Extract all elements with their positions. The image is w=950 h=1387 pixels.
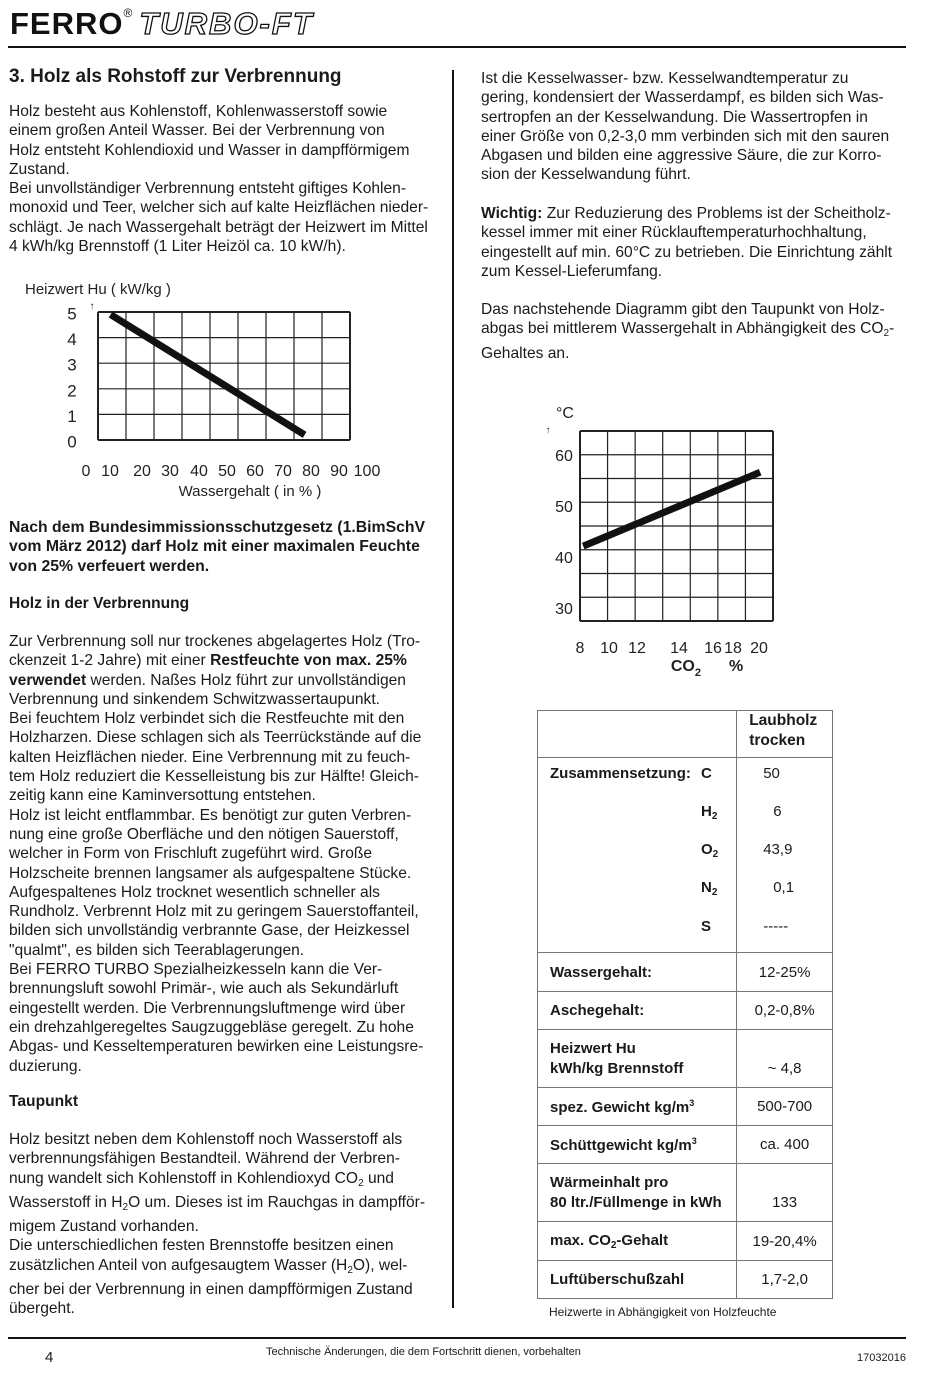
chart2-y-label: °C [556,405,574,422]
text-line: migem Zustand vorhanden. [9,1218,199,1236]
text-line [9,1256,425,1280]
text-line: Holzharzen. Diese schlagen sich als Teerrückstände auf die [9,729,422,747]
text-line: duzierung. [9,1057,82,1075]
registered-mark: ® [123,6,134,20]
table-row [538,1030,833,1088]
chart1-x-tick-label: 10 [101,463,119,480]
chart1-y-tick-label: 5 [67,304,77,324]
x-label-subscript: 2 [694,667,701,679]
subscript: 2 [358,1177,364,1189]
composition-value: ----- [763,918,789,935]
product-name: TURBO-FT [139,6,314,41]
chart2-x-tick-label: 8 [575,640,585,657]
text-line: zum Kessel-Lieferumfang. [481,262,663,280]
text-line: eingestellt auf min. 60°C zu betrieben. Die Einrichtung zählt [481,243,893,261]
text-run: werden. Naßes Holz führt zur unvollständigen [86,671,406,689]
burn-paragraph [9,632,423,1076]
composition-value: 6 [773,803,782,820]
chart1-x-tick-label: 70 [274,463,292,480]
y-axis-arrow-icon: ↑ [545,425,551,436]
chart2-x-tick-label: 20 [750,640,768,657]
composition-value: 50 [763,765,780,782]
chart1-y-tick-label: 0 [67,432,77,452]
element-symbol [701,841,718,860]
text-line: Verbrennung und sinkendem Schwitzwassertaupunkt. [9,690,381,708]
text-line: kalten Heizflächen nieder. Eine Verbrennung mit zu feuch- [9,748,411,766]
chart2-x-tick-label: 10 [600,640,618,657]
chart1-y-tick-label: 4 [67,330,77,350]
text-line: sertropfen an der Kesselwandung. Die Wassertropfen in [481,108,868,126]
x-label-base: CO [670,658,695,675]
composition-values [737,758,832,952]
text-line: übergeht. [9,1300,75,1318]
text-line: bilden sich unvollständig verbrannte Gase, der Heizkessel [9,922,410,940]
row-label [538,1222,737,1261]
row-label [538,1164,737,1222]
intro-paragraph [9,102,428,256]
text-line: cher bei der Verbrennung in einen dampfförmigen Zustand [9,1281,413,1299]
subscript: 2 [711,887,718,898]
subscript: 2 [712,849,719,860]
row-label: Luftüberschußzahl [538,1261,737,1299]
text-emphasis: Restfeuchte von max. 25% [210,652,407,670]
chart2-x-label [671,658,701,679]
subheading-verbrennung: Holz in der Verbrennung [9,595,190,612]
table-cell-empty [538,711,737,758]
composition-values-cell [737,758,833,953]
table-caption: Heizwerte in Abhängigkeit von Holzfeuchte [549,1305,777,1319]
table-row [538,1261,833,1299]
law-notice [9,518,425,576]
row-value: 12-25% [737,953,833,992]
label-text: Schüttgewicht kg/m [550,1136,692,1154]
text-line: welcher in Form von Frischluft zugeführt wird. Große [9,845,373,863]
heating-value-chart [0,272,450,504]
text-line: Gehaltes an. [481,344,570,362]
chart2-x-tick-label: 16 [704,640,722,657]
condensation-paragraph [481,69,889,185]
text-run: nung wandelt sich Kohlenstoff in Kohlendioxyd CO [9,1169,359,1187]
text-line: Holz besitzt neben dem Kohlenstoff noch Wasserstoff als [9,1131,403,1148]
text-line: Abgasen und bilden eine aggressive Säure, die zur Korro- [481,147,882,165]
text-line: von 25% verfeuert werden. [9,557,210,575]
chart2-y-tick-label: 40 [555,550,573,568]
subheading-taupunkt: Taupunkt [9,1093,79,1110]
text-line: Die unterschiedlichen festen Brennstoffe besitzen einen [9,1237,394,1255]
text-line: Holzscheite brennen langsamer als aufgespaltene Stücke. [9,864,412,882]
text-line: eingestellt werden. Die Verbrennungsluftmenge wird über [9,999,406,1017]
text-emphasis: verwendet [9,671,87,689]
chart1-x-ticks [82,463,381,480]
text-line: monoxid und Teer, welcher sich auf kalte Heizflächen nieder- [9,199,429,217]
text-line: 4 kWh/kg Brennstoff (1 Liter Heizöl ca. 10 kW/h). [9,238,346,256]
chart1-x-tick-label: 30 [161,463,179,480]
table-header-row [538,711,833,758]
subscript: 2 [122,1201,129,1213]
diagram-intro [481,300,894,363]
text-line: Bei FERRO TURBO Spezialheizkesseln kann die Ver- [9,961,383,979]
chart2-grid [580,431,773,621]
text-line: einem großen Anteil Wasser. Bei der Verbrennung von [9,122,385,140]
chart2-y-tick-label: 30 [555,601,573,619]
header-line: trocken [749,732,806,749]
composition-value: 43,9 [763,841,793,858]
page-number: 4 [45,1349,54,1366]
text-line [9,671,423,690]
superscript: 3 [691,1135,697,1146]
row-value: 500-700 [737,1088,833,1126]
footer-rule [8,1337,906,1339]
chart1-x-tick-label: 40 [190,463,208,480]
text-line: ein drehzahlgeregeltes Saugzuggebläse geregelt. Zu hohe [9,1018,414,1036]
element-symbol [701,879,717,898]
text-line: Bei unvollständiger Verbrennung entsteht giftiges Kohlen- [9,180,407,198]
text-line: Zustand. [9,160,70,178]
text-line: einer Größe von 0,2-3,0 mm verbinden sich mit den sauren [481,127,890,145]
chart1-x-tick-label: 50 [218,463,236,480]
table-row [538,1164,833,1222]
table-row [538,1088,833,1126]
chart2-series-line [583,472,760,546]
taupunkt-paragraph [9,1130,425,1319]
label-text: max. CO [550,1231,611,1249]
header-rule [8,46,906,48]
element-symbol [701,803,717,822]
table-row [538,953,833,992]
text-line: Abgas- und Kesseltemperaturen bewirken eine Leistungsre- [9,1038,424,1056]
chart2-x-ticks [576,640,768,657]
text-line: Nach dem Bundesimmissionsschutzgesetz (1.BimSchV [9,519,426,536]
text-line [9,1193,425,1217]
row-label: Aschegehalt: [538,992,737,1030]
chart1-x-tick-label: 60 [246,463,264,480]
text-run: ckenzeit 1-2 Jahre) mit einer [9,652,211,670]
chart1-y-tick-label: 1 [67,406,77,426]
text-line: Das nachstehende Diagramm gibt den Taupunkt von Holz- [481,301,885,318]
chart1-series-line [111,315,305,435]
chart2-y-ticks [555,448,573,618]
table-row [538,992,833,1030]
text-line: nung eine große Oberfläche und den nötigen Sauerstoff, [9,825,399,843]
table-row-composition [538,758,833,953]
row-label: Wassergehalt: [538,953,737,992]
row-value: ~ 4,8 [737,1030,833,1088]
chart1-x-tick-label: 90 [330,463,348,480]
text-line: Holz besteht aus Kohlenstoff, Kohlenwasserstoff sowie [9,103,388,120]
text-line: Holz ist leicht entflammbar. Es benötigt zur guten Verbren- [9,806,412,824]
superscript: 3 [689,1097,695,1108]
table-row [538,1126,833,1164]
text-line: Bei feuchtem Holz verbindet sich die Restfeuchte mit den [9,710,405,728]
chart2-x-tick-label: 12 [628,640,646,657]
text-line: "qualmt", es bilden sich Teerablagerungen. [9,941,305,959]
brand-logo [10,6,314,42]
footer-note: Technische Änderungen, die dem Fortschritt dienen, vorbehalten [266,1346,581,1358]
chart2-y-tick-label: 60 [555,448,573,466]
chart1-x-tick-label: 20 [133,463,151,480]
chart1-x-tick-label: 100 [353,463,381,480]
text-line [481,204,892,223]
composition-value: 0,1 [773,879,795,896]
row-value: ca. 400 [737,1126,833,1164]
important-label: Wichtig: [481,205,543,222]
label-line: 80 ltr./Füllmenge in kWh [550,1193,722,1211]
text-line: verbrennungsfähigen Bestandteil. Während der Verbren- [9,1150,400,1168]
brand-name: FERRO [10,6,124,41]
element-symbol: C [701,765,712,782]
composition-label-cell [538,758,737,953]
text-run: Zur Reduzierung des Problems ist der Scheitholz- [542,205,891,222]
composition-labels [550,758,736,952]
text-line: kessel immer mit einer Rücklauftemperaturhochhaltung, [481,224,867,242]
text-line [481,319,894,343]
important-note [481,204,892,281]
text-line: tem Holz reduziert die Kesselleistung bis zur Hälfte! Gleich- [9,768,419,786]
header-line: Laubholz [749,712,818,729]
document-code: 17032016 [857,1352,906,1364]
row-label [538,1030,737,1088]
chart1-y-tick-label: 2 [67,381,77,401]
text-line: brennungsluft sowohl Primär-, wie auch als Sekundärluft [9,980,399,998]
chart1-x-label: Wassergehalt ( in % ) [178,483,322,500]
text-line [9,651,423,670]
row-value: 0,2-0,8% [737,992,833,1030]
chart2-x-unit: % [729,658,744,675]
label-text: spez. Gewicht kg/m [550,1098,690,1116]
label-line: kWh/kg Brennstoff [550,1059,684,1077]
subscript: 2 [610,1239,617,1251]
chart1-y-label: Heizwert Hu ( kW/kg ) [25,281,171,298]
text-line: Ist die Kesselwasser- bzw. Kesselwandtemperatur zu [481,70,849,87]
column-header-laubholz [737,711,833,758]
text-line: vom März 2012) darf Holz mit einer maximalen Feuchte [9,538,420,556]
text-line: zeitig kann eine Kaminversottung entstehen. [9,787,316,805]
chart1-y-ticks [67,304,76,451]
text-line: gering, kondensiert der Wasserdampf, es bilden sich Was- [481,89,884,107]
label-text: -Gehalt [616,1231,669,1249]
element-symbol: S [701,918,712,935]
text-line: Rundholz. Verbrennt Holz mit zu geringem Sauerstoffanteil, [9,903,419,921]
row-value: 1,7-2,0 [737,1261,833,1299]
text-line: Holz entsteht Kohlendioxid und Wasser in dampfförmigem [9,141,410,159]
chart1-y-tick-label: 3 [67,355,77,375]
composition-label: Zusammensetzung: [550,765,691,782]
fuel-properties-table [537,710,833,1299]
chart1-x-tick-label: 80 [302,463,320,480]
text-line [9,1169,425,1193]
element-letter: O [701,841,713,858]
element-letter: H [701,803,712,820]
chart2-x-tick-label: 18 [724,640,742,657]
text-run: abgas bei mittlerem Wassergehalt in Abhängigkeit des CO [481,320,884,338]
row-value: 133 [737,1164,833,1222]
row-label [538,1088,737,1126]
text-line: sion der Kesselwandung führt. [481,166,691,184]
text-run: zusätzlichen Anteil von aufgesaugtem Wasser (H [9,1256,348,1274]
row-value: 19-20,4% [737,1222,833,1261]
section-title: 3. Holz als Rohstoff zur Verbrennung [9,66,342,87]
column-divider [452,70,454,1308]
subscript: 2 [711,811,718,822]
text-line: Aufgespaltenes Holz trocknet wesentlich schneller als [9,883,380,901]
row-label [538,1126,737,1164]
text-run: Wasserstoff in H [9,1193,123,1211]
subscript: 2 [347,1264,353,1276]
y-axis-arrow-icon: ↑ [89,301,95,312]
chart2-y-tick-label: 50 [555,499,573,517]
subscript: 2 [883,328,890,340]
text-line: schlägt. Je nach Wassergehalt beträgt der Heizwert im Mittel [9,218,428,236]
text-line: Zur Verbrennung soll nur trockenes abgelagertes Holz (Tro- [9,633,421,650]
text-run: - [889,320,895,338]
dewpoint-chart [530,395,790,685]
label-line: Heizwert Hu [550,1039,636,1057]
chart2-x-tick-label: 14 [670,640,688,657]
text-run: und [363,1169,394,1187]
element-letter: N [701,879,712,896]
table-row [538,1222,833,1261]
text-run: O), wel- [352,1256,408,1274]
text-run: O um. Dieses ist im Rauchgas in dampfför- [128,1193,426,1211]
chart1-x-tick-label: 0 [81,463,91,480]
label-line: Wärmeinhalt pro [550,1173,669,1191]
